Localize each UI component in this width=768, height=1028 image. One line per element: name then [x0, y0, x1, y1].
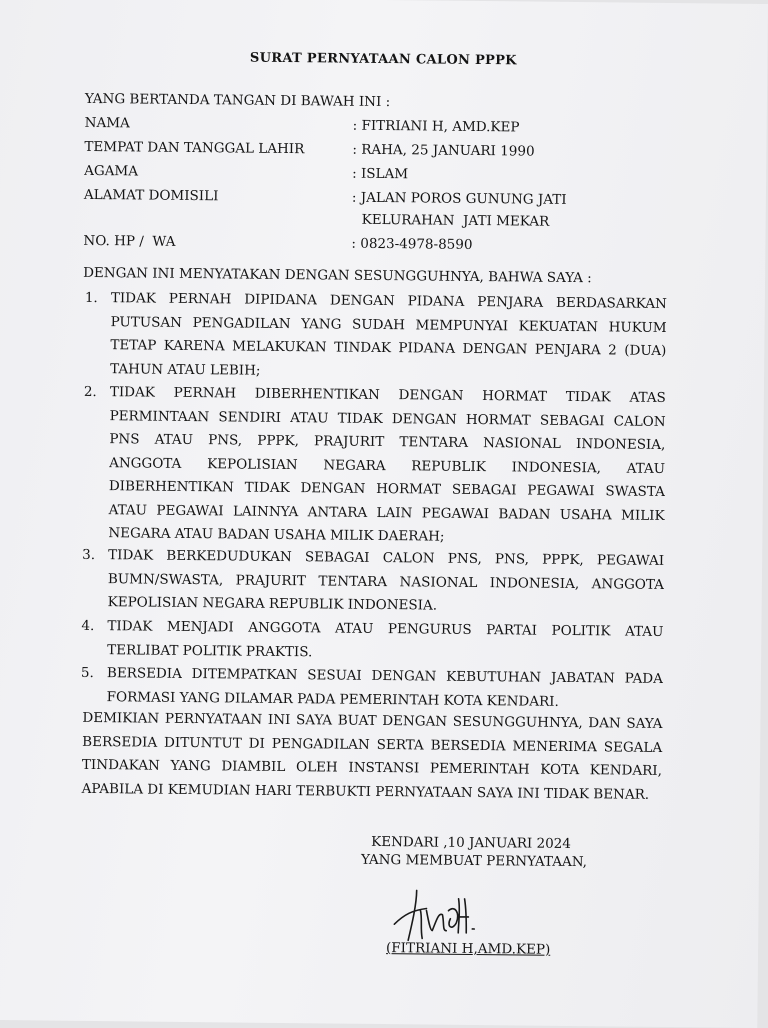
item-text: TIDAK PERNAH DIPIDANA DENGAN PIDANA PENJARA BERDASARKAN PUTUSAN PENGADILAN YANG SUDAH MEMPUNYAI KEKUATAN HUKUM TETAP KARENA MELAKUKAN TINDAK PIDANA DENGAN PENJARA 2 (DUA) TAHUN ATAU LEBIH;: [110, 290, 667, 379]
signer-role: YANG MEMBUAT PERNYATAAN,: [360, 851, 588, 871]
field-label-ttl: TEMPAT DAN TANGGAL LAHIR: [84, 138, 305, 158]
item-text: TIDAK MENJADI ANGGOTA ATAU PENGURUS PARTAI POLITIK ATAU TERLIBAT POLITIK PRAKTIS.: [107, 618, 664, 660]
item-number: 1.: [84, 289, 98, 307]
field-value-nama: : FITRIANI H, AMD.KEP: [352, 117, 520, 136]
field-label-agama: AGAMA: [84, 162, 139, 180]
statement-item-1: [84, 287, 667, 379]
signer-name: (FITRIANI H,AMD.KEP): [385, 940, 551, 958]
field-value-hp: : 0823-4978-8590: [351, 235, 473, 253]
item-number: 4.: [81, 617, 95, 635]
field-value-agama: : ISLAM: [352, 165, 409, 183]
item-number: 2.: [83, 383, 97, 401]
closing-paragraph: DEMIKIAN PERNYATAAN INI SAYA BUAT DENGAN SESUNGGUHNYA, DAN SAYA BERSEDIA DITUNTUT DI PENGADILAN SERTA BERSEDIA MENERIMA SEGALA TINDAKAN YANG DIAMBIL OLEH INSTANSI PEMERINTAH KOTA KENDARI, APABILA DI KEMUDIAN HARI TERBUKTI PERNYATAAN SAYA INI TIDAK BENAR.: [81, 709, 663, 803]
field-value-alamat-line2: KELURAHAN JATI MEKAR: [361, 211, 550, 230]
item-text: BERSEDIA DITEMPATKAN SESUAI DENGAN KEBUTUHAN JABATAN PADA FORMASI YANG DILAMAR PADA PEMERINTAH KOTA KENDARI.: [106, 665, 663, 710]
field-value-alamat: : JALAN POROS GUNUNG JATI: [351, 189, 567, 208]
field-label-nama: NAMA: [84, 114, 130, 132]
intro-text: YANG BERTANDA TANGAN DI BAWAH INI :: [84, 90, 391, 111]
field-value-ttl: : RAHA, 25 JANUARI 1990: [352, 141, 535, 160]
field-label-alamat: ALAMAT DOMISILI: [83, 186, 219, 205]
place-date: KENDARI ,10 JANUARI 2024: [371, 833, 571, 853]
item-text: TIDAK PERNAH DIBERHENTIKAN DENGAN HORMAT TIDAK ATAS PERMINTAAN SENDIRI ATAU TIDAK DENGAN HORMAT SEBAGAI CALON PNS ATAU PNS, PPPK, PRAJURIT TENTARA NASIONAL INDONESIA, ANGGOTA KEPOLISIAN NEGARA REPUBLIK INDONESIA, ATAU DIBERHENTIKAN TIDAK DENGAN HORMAT SEBAGAI PEGAWAI SWASTA ATAU PEGAWAI LAINNYA ANTARA LAIN PEGAWAI BADAN USAHA MILIK NEGARA ATAU BADAN USAHA MILIK DAERAH;: [108, 384, 666, 545]
item-text: TIDAK BERKEDUDUKAN SEBAGAI CALON PNS, PNS, PPPK, PEGAWAI BUMN/SWASTA, PRAJURIT TENTARA NASIONAL INDONESIA, ANGGOTA KEPOLISIAN NEGARA REPUBLIK INDONESIA.: [107, 547, 665, 614]
field-label-hp: NO. HP / WA: [83, 232, 176, 250]
item-number: 5.: [80, 664, 94, 681]
statement-intro: DENGAN INI MENYATAKAN DENGAN SESUNGGUHNYA, BAHWA SAYA :: [83, 264, 592, 287]
item-number: 3.: [82, 546, 96, 564]
document-title: SURAT PERNYATAAN CALON PPPK: [249, 50, 517, 69]
